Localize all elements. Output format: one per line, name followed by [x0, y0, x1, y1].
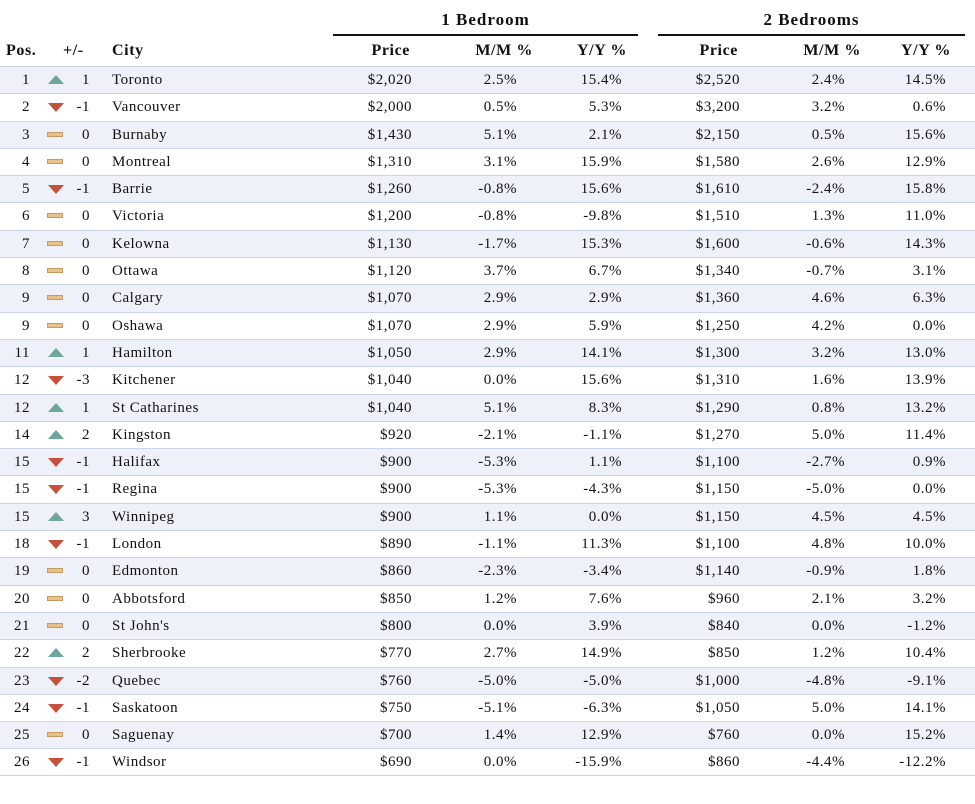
city-cell: Quebec [112, 672, 161, 689]
price-1br-cell: $800 [380, 617, 412, 634]
rank-cell: 12 [14, 399, 30, 416]
mm-1br-cell: -1.7% [478, 235, 517, 252]
price-1br-cell: $850 [380, 590, 412, 607]
mm-2br-cell: 4.6% [811, 290, 845, 307]
mm-1br-cell: -5.3% [478, 454, 517, 471]
header-city: City [112, 42, 144, 59]
city-cell: Sherbrooke [112, 645, 187, 662]
yy-1br-cell: 3.9% [588, 617, 622, 634]
rank-change-cell: 1 [82, 344, 90, 361]
table-row [0, 93, 975, 120]
yy-2br-cell: 12.9% [904, 153, 946, 170]
yy-1br-cell: 5.3% [588, 99, 622, 116]
yy-1br-cell: -1.1% [583, 426, 622, 443]
mm-1br-cell: 2.9% [483, 317, 517, 334]
mm-2br-cell: -4.4% [806, 754, 845, 771]
yy-1br-cell: 6.7% [588, 263, 622, 280]
flat-bar-icon [46, 231, 66, 258]
header-mm-2br: M/M % [803, 42, 861, 59]
rank-cell: 14 [14, 426, 30, 443]
price-2br-cell: $760 [708, 727, 740, 744]
rank-cell: 21 [14, 617, 30, 634]
rank-change-cell: 0 [82, 727, 90, 744]
rank-cell: 11 [14, 344, 30, 361]
mm-1br-cell: -0.8% [478, 181, 517, 198]
header-yy-2br: Y/Y % [901, 42, 951, 59]
city-cell: Barrie [112, 181, 153, 198]
rank-change-cell: 0 [82, 153, 90, 170]
price-2br-cell: $1,150 [695, 508, 740, 525]
city-cell: Winnipeg [112, 508, 175, 525]
price-1br-cell: $900 [380, 481, 412, 498]
mm-2br-cell: 3.2% [811, 344, 845, 361]
price-2br-cell: $1,100 [695, 536, 740, 553]
table-row [0, 748, 975, 775]
table-row [0, 557, 975, 584]
price-1br-cell: $890 [380, 536, 412, 553]
city-cell: Kelowna [112, 235, 170, 252]
price-2br-cell: $1,310 [695, 372, 740, 389]
price-1br-cell: $2,000 [367, 99, 412, 116]
price-2br-cell: $1,600 [695, 235, 740, 252]
city-cell: Vancouver [112, 99, 181, 116]
table-row [0, 721, 975, 748]
mm-1br-cell: -5.1% [478, 699, 517, 716]
rank-change-cell: -3 [76, 372, 90, 389]
mm-1br-cell: 3.1% [483, 153, 517, 170]
triangle-down-icon [46, 94, 66, 121]
mm-2br-cell: 0.0% [811, 617, 845, 634]
triangle-down-icon [46, 367, 66, 394]
yy-2br-cell: 13.9% [904, 372, 946, 389]
flat-bar-icon [46, 613, 66, 640]
mm-1br-cell: -2.1% [478, 426, 517, 443]
rank-change-cell: 0 [82, 563, 90, 580]
yy-1br-cell: -4.3% [583, 481, 622, 498]
yy-2br-cell: 1.8% [912, 563, 946, 580]
mm-2br-cell: -2.7% [806, 454, 845, 471]
rank-cell: 4 [22, 153, 30, 170]
yy-2br-cell: 3.1% [912, 263, 946, 280]
yy-1br-cell: 2.9% [588, 290, 622, 307]
table-row [0, 585, 975, 612]
table-row [0, 421, 975, 448]
yy-1br-cell: 15.6% [580, 372, 622, 389]
rank-change-cell: -1 [76, 754, 90, 771]
yy-2br-cell: 13.2% [904, 399, 946, 416]
price-1br-cell: $1,430 [367, 126, 412, 143]
flat-bar-icon [46, 203, 66, 230]
flat-bar-icon [46, 149, 66, 176]
triangle-down-icon [46, 668, 66, 695]
rank-change-cell: 2 [82, 426, 90, 443]
mm-1br-cell: 0.0% [483, 372, 517, 389]
mm-1br-cell: -0.8% [478, 208, 517, 225]
price-1br-cell: $760 [380, 672, 412, 689]
yy-2br-cell: 15.6% [904, 126, 946, 143]
rank-change-cell: 0 [82, 617, 90, 634]
table-row [0, 475, 975, 502]
city-cell: Kingston [112, 426, 172, 443]
yy-1br-cell: -5.0% [583, 672, 622, 689]
rank-cell: 19 [14, 563, 30, 580]
table-row [0, 503, 975, 530]
triangle-up-icon [46, 422, 66, 449]
rank-change-cell: 1 [82, 399, 90, 416]
rank-cell: 3 [22, 126, 30, 143]
rank-change-cell: -1 [76, 481, 90, 498]
yy-2br-cell: 6.3% [912, 290, 946, 307]
yy-1br-cell: 11.3% [581, 536, 622, 553]
city-cell: Victoria [112, 208, 165, 225]
price-2br-cell: $960 [708, 590, 740, 607]
mm-2br-cell: 4.8% [811, 536, 845, 553]
rank-cell: 8 [22, 263, 30, 280]
mm-2br-cell: 3.2% [811, 99, 845, 116]
mm-2br-cell: 2.4% [811, 72, 845, 88]
table-row [0, 694, 975, 721]
yy-1br-cell: 14.9% [580, 645, 622, 662]
mm-1br-cell: 2.5% [483, 72, 517, 88]
rank-change-cell: -1 [76, 699, 90, 716]
rank-cell: 9 [22, 290, 30, 307]
rank-change-cell: 0 [82, 126, 90, 143]
table-row [0, 121, 975, 148]
city-cell: St Catharines [112, 399, 199, 416]
price-1br-cell: $1,260 [367, 181, 412, 198]
price-2br-cell: $1,290 [695, 399, 740, 416]
table-row [0, 530, 975, 557]
rank-cell: 15 [14, 481, 30, 498]
rank-cell: 7 [22, 235, 30, 252]
rent-table-body [0, 66, 975, 776]
yy-2br-cell: 14.5% [904, 72, 946, 88]
mm-1br-cell: -5.0% [478, 672, 517, 689]
price-2br-cell: $1,300 [695, 344, 740, 361]
mm-2br-cell: 0.8% [811, 399, 845, 416]
yy-1br-cell: -9.8% [583, 208, 622, 225]
yy-2br-cell: 0.0% [912, 317, 946, 334]
yy-2br-cell: 10.0% [904, 536, 946, 553]
price-1br-cell: $1,310 [367, 153, 412, 170]
yy-2br-cell: -12.2% [899, 754, 946, 771]
city-cell: Calgary [112, 290, 163, 307]
price-1br-cell: $1,070 [367, 317, 412, 334]
price-2br-cell: $840 [708, 617, 740, 634]
mm-1br-cell: 2.9% [483, 290, 517, 307]
mm-1br-cell: 2.9% [483, 344, 517, 361]
city-cell: Oshawa [112, 317, 164, 334]
mm-2br-cell: -5.0% [806, 481, 845, 498]
group-header-2-bedrooms: 2 Bedrooms [658, 6, 965, 36]
price-1br-cell: $900 [380, 454, 412, 471]
mm-1br-cell: 0.5% [483, 99, 517, 116]
city-cell: London [112, 536, 162, 553]
yy-2br-cell: 11.4% [905, 426, 946, 443]
rank-change-cell: 0 [82, 263, 90, 280]
mm-2br-cell: 1.3% [811, 208, 845, 225]
price-2br-cell: $1,000 [695, 672, 740, 689]
price-1br-cell: $1,120 [367, 263, 412, 280]
price-2br-cell: $1,140 [695, 563, 740, 580]
mm-1br-cell: -2.3% [478, 563, 517, 580]
header-change: +/- [63, 42, 84, 59]
rank-change-cell: -1 [76, 99, 90, 116]
city-cell: Ottawa [112, 263, 159, 280]
table-row [0, 284, 975, 311]
price-2br-cell: $1,340 [695, 263, 740, 280]
mm-1br-cell: -1.1% [478, 536, 517, 553]
table-row [0, 448, 975, 475]
mm-2br-cell: -0.6% [806, 235, 845, 252]
flat-bar-icon [46, 586, 66, 613]
price-1br-cell: $920 [380, 426, 412, 443]
rank-cell: 12 [14, 372, 30, 389]
yy-1br-cell: 14.1% [580, 344, 622, 361]
yy-1br-cell: 8.3% [588, 399, 622, 416]
group-header-1-bedroom: 1 Bedroom [333, 6, 638, 36]
mm-2br-cell: -2.4% [806, 181, 845, 198]
table-row [0, 230, 975, 257]
yy-1br-cell: 12.9% [580, 727, 622, 744]
flat-bar-icon [46, 258, 66, 285]
yy-2br-cell: 14.3% [904, 235, 946, 252]
city-cell: Hamilton [112, 344, 173, 361]
city-cell: St John's [112, 617, 170, 634]
rank-cell: 1 [22, 72, 30, 88]
table-row [0, 148, 975, 175]
flat-bar-icon [46, 558, 66, 585]
city-cell: Burnaby [112, 126, 168, 143]
price-1br-cell: $750 [380, 699, 412, 716]
mm-2br-cell: -4.8% [806, 672, 845, 689]
mm-2br-cell: 5.0% [811, 426, 845, 443]
header-price-2br: Price [699, 42, 738, 59]
price-2br-cell: $2,150 [695, 126, 740, 143]
yy-2br-cell: 3.2% [912, 590, 946, 607]
header-yy-1br: Y/Y % [577, 42, 627, 59]
price-1br-cell: $2,020 [367, 72, 412, 88]
yy-2br-cell: 0.0% [912, 481, 946, 498]
mm-1br-cell: 2.7% [483, 645, 517, 662]
mm-1br-cell: 5.1% [483, 399, 517, 416]
yy-2br-cell: -1.2% [907, 617, 946, 634]
yy-1br-cell: -3.4% [583, 563, 622, 580]
price-2br-cell: $1,050 [695, 699, 740, 716]
table-row [0, 366, 975, 393]
price-1br-cell: $900 [380, 508, 412, 525]
rank-cell: 6 [22, 208, 30, 225]
triangle-up-icon [46, 640, 66, 667]
yy-1br-cell: -6.3% [583, 699, 622, 716]
price-2br-cell: $1,580 [695, 153, 740, 170]
rank-change-cell: -1 [76, 536, 90, 553]
header-pos: Pos. [6, 42, 37, 59]
yy-2br-cell: 15.2% [904, 727, 946, 744]
flat-bar-icon [46, 122, 66, 149]
rank-change-cell: -1 [76, 454, 90, 471]
yy-2br-cell: 0.6% [912, 99, 946, 116]
city-cell: Edmonton [112, 563, 179, 580]
header-mm-1br: M/M % [475, 42, 533, 59]
rank-change-cell: -2 [76, 672, 90, 689]
mm-1br-cell: 1.4% [483, 727, 517, 744]
yy-1br-cell: 7.6% [588, 590, 622, 607]
rank-cell: 22 [14, 645, 30, 662]
table-row [0, 612, 975, 639]
yy-2br-cell: 15.8% [904, 181, 946, 198]
table-row [0, 312, 975, 339]
yy-2br-cell: 0.9% [912, 454, 946, 471]
price-1br-cell: $1,130 [367, 235, 412, 252]
price-1br-cell: $860 [380, 563, 412, 580]
mm-1br-cell: 1.2% [483, 590, 517, 607]
triangle-up-icon [46, 67, 66, 94]
price-1br-cell: $770 [380, 645, 412, 662]
yy-1br-cell: 1.1% [588, 454, 622, 471]
rank-change-cell: 0 [82, 317, 90, 334]
rank-cell: 24 [14, 699, 30, 716]
mm-1br-cell: 5.1% [483, 126, 517, 143]
rank-cell: 23 [14, 672, 30, 689]
city-cell: Montreal [112, 153, 171, 170]
mm-2br-cell: 5.0% [811, 699, 845, 716]
flat-bar-icon [46, 722, 66, 749]
yy-1br-cell: 0.0% [588, 508, 622, 525]
rank-cell: 2 [22, 99, 30, 116]
mm-2br-cell: 4.2% [811, 317, 845, 334]
yy-1br-cell: 2.1% [588, 126, 622, 143]
yy-1br-cell: -15.9% [575, 754, 622, 771]
triangle-down-icon [46, 176, 66, 203]
price-1br-cell: $1,040 [367, 372, 412, 389]
price-2br-cell: $3,200 [695, 99, 740, 116]
price-2br-cell: $1,610 [695, 181, 740, 198]
triangle-down-icon [46, 749, 66, 776]
rank-change-cell: 0 [82, 290, 90, 307]
flat-bar-icon [46, 313, 66, 340]
rank-change-cell: -1 [76, 181, 90, 198]
yy-2br-cell: -9.1% [907, 672, 946, 689]
table-row [0, 394, 975, 421]
triangle-down-icon [46, 531, 66, 558]
mm-2br-cell: 4.5% [811, 508, 845, 525]
city-cell: Saguenay [112, 727, 175, 744]
price-1br-cell: $700 [380, 727, 412, 744]
price-2br-cell: $1,150 [695, 481, 740, 498]
price-1br-cell: $1,200 [367, 208, 412, 225]
triangle-up-icon [46, 395, 66, 422]
price-2br-cell: $1,250 [695, 317, 740, 334]
triangle-down-icon [46, 476, 66, 503]
rank-cell: 26 [14, 754, 30, 771]
city-cell: Toronto [112, 72, 163, 88]
mm-2br-cell: 2.1% [811, 590, 845, 607]
rank-cell: 25 [14, 727, 30, 744]
city-cell: Regina [112, 481, 158, 498]
triangle-up-icon [46, 340, 66, 367]
table-row [0, 339, 975, 366]
mm-1br-cell: 0.0% [483, 754, 517, 771]
table-row [0, 175, 975, 202]
yy-2br-cell: 13.0% [904, 344, 946, 361]
price-1br-cell: $690 [380, 754, 412, 771]
table-row [0, 257, 975, 284]
rank-change-cell: 0 [82, 235, 90, 252]
price-2br-cell: $860 [708, 754, 740, 771]
price-2br-cell: $1,510 [695, 208, 740, 225]
city-cell: Abbotsford [112, 590, 186, 607]
city-cell: Windsor [112, 754, 167, 771]
rank-cell: 15 [14, 454, 30, 471]
yy-1br-cell: 15.3% [580, 235, 622, 252]
mm-1br-cell: 1.1% [483, 508, 517, 525]
table-row [0, 667, 975, 694]
triangle-down-icon [46, 695, 66, 722]
rank-cell: 5 [22, 181, 30, 198]
rank-cell: 18 [14, 536, 30, 553]
city-cell: Saskatoon [112, 699, 179, 716]
rank-change-cell: 2 [82, 645, 90, 662]
table-row [0, 202, 975, 229]
city-cell: Kitchener [112, 372, 176, 389]
triangle-down-icon [46, 449, 66, 476]
price-1br-cell: $1,070 [367, 290, 412, 307]
price-2br-cell: $1,360 [695, 290, 740, 307]
mm-1br-cell: 3.7% [483, 263, 517, 280]
yy-1br-cell: 15.6% [580, 181, 622, 198]
yy-1br-cell: 15.4% [580, 72, 622, 88]
yy-2br-cell: 10.4% [904, 645, 946, 662]
rank-cell: 9 [22, 317, 30, 334]
rank-change-cell: 3 [82, 508, 90, 525]
price-2br-cell: $2,520 [695, 72, 740, 88]
yy-1br-cell: 15.9% [580, 153, 622, 170]
header-price-1br: Price [371, 42, 410, 59]
mm-2br-cell: 1.2% [811, 645, 845, 662]
rank-cell: 15 [14, 508, 30, 525]
table-row [0, 639, 975, 666]
price-2br-cell: $850 [708, 645, 740, 662]
rank-change-cell: 0 [82, 208, 90, 225]
rank-cell: 20 [14, 590, 30, 607]
price-2br-cell: $1,270 [695, 426, 740, 443]
flat-bar-icon [46, 285, 66, 312]
mm-1br-cell: -5.3% [478, 481, 517, 498]
triangle-up-icon [46, 504, 66, 531]
table-row [0, 66, 975, 93]
price-1br-cell: $1,040 [367, 399, 412, 416]
mm-1br-cell: 0.0% [483, 617, 517, 634]
yy-2br-cell: 11.0% [905, 208, 946, 225]
rank-change-cell: 1 [82, 72, 90, 88]
price-2br-cell: $1,100 [695, 454, 740, 471]
mm-2br-cell: 1.6% [811, 372, 845, 389]
mm-2br-cell: 2.6% [811, 153, 845, 170]
price-1br-cell: $1,050 [367, 344, 412, 361]
mm-2br-cell: 0.5% [811, 126, 845, 143]
yy-2br-cell: 4.5% [912, 508, 946, 525]
mm-2br-cell: -0.9% [806, 563, 845, 580]
yy-2br-cell: 14.1% [904, 699, 946, 716]
mm-2br-cell: -0.7% [806, 263, 845, 280]
yy-1br-cell: 5.9% [588, 317, 622, 334]
city-cell: Halifax [112, 454, 161, 471]
mm-2br-cell: 0.0% [811, 727, 845, 744]
rank-change-cell: 0 [82, 590, 90, 607]
